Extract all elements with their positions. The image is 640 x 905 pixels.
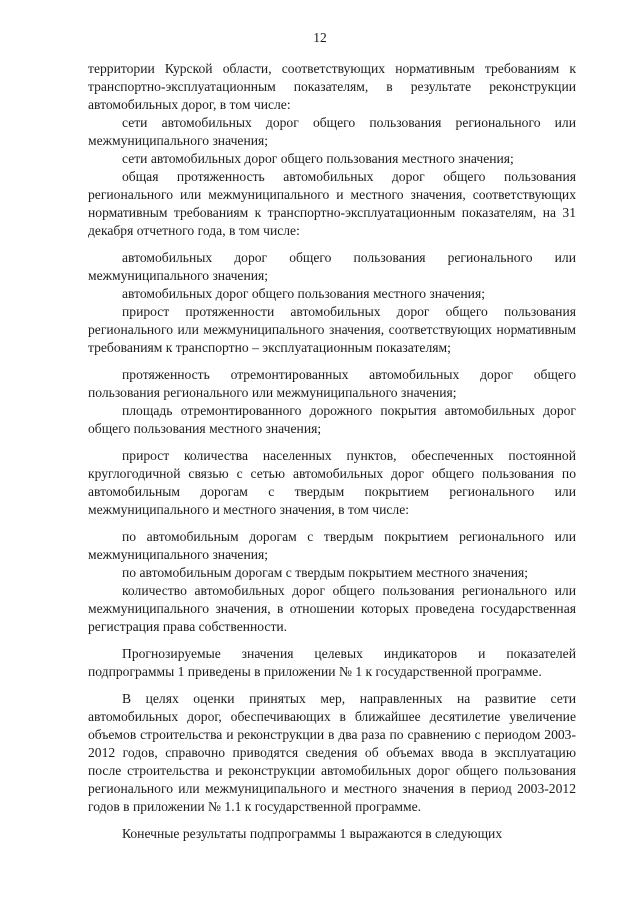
- paragraph: автомобильных дорог общего пользования регионального или межмуниципального значения;: [88, 250, 576, 283]
- paragraph: В целях оценки принятых мер, направленных на развитие сети автомобильных дорог, обеспечивающих в ближайшее десятилетие увеличение объемов строительства и реконструкции в два раза по сравнению с периодом 2003-2012 годов, справочно приводятся сведения об объемах ввода в эксплуатацию после строительства и реконструкции автомобильных дорог общего пользования регионального или межмуниципального и местного значения в период 2003-2012 годов в приложении № 1.1 к государственной программе.: [88, 691, 576, 814]
- paragraph: Конечные результаты подпрограммы 1 выражаются в следующих: [122, 826, 503, 841]
- page-number: 12: [313, 30, 327, 45]
- paragraph-continuation: территории Курской области, соответствующих нормативным требованиям к транспортно-эксплуатационным показателям, в результате реконструкции автомобильных дорог, в том числе:: [88, 61, 576, 112]
- paragraph: протяженность отремонтированных автомобильных дорог общего пользования регионального или межмуниципального значения;: [88, 367, 576, 400]
- paragraph: сети автомобильных дорог общего пользования местного значения;: [122, 151, 514, 166]
- paragraph: общая протяженность автомобильных дорог общего пользования регионального или межмуниципального и местного значения, соответствующих нормативным требованиям к транспортно-эксплуатационным показателям, на 31 декабря отчетного года, в том числе:: [88, 169, 576, 238]
- paragraph: прирост протяженности автомобильных дорог общего пользования регионального или межмуниципального значения, соответствующих нормативным требованиям к транспортно – эксплуатационным показателям;: [88, 304, 576, 355]
- paragraph: сети автомобильных дорог общего пользования регионального или межмуниципального значения;: [88, 115, 576, 148]
- document-text: [88, 60, 576, 843]
- paragraph: площадь отремонтированного дорожного покрытия автомобильных дорог общего пользования местного значения;: [88, 403, 576, 436]
- paragraph: по автомобильным дорогам с твердым покрытием регионального или межмуниципального значения;: [88, 529, 576, 562]
- paragraph: автомобильных дорог общего пользования местного значения;: [122, 286, 485, 301]
- paragraph: прирост количества населенных пунктов, обеспеченных постоянной круглогодичной связью с сетью автомобильных дорог общего пользования по автомобильным дорогам с твердым покрытием регионального или межмуниципального и местного значения, в том числе:: [88, 448, 576, 517]
- paragraph: количество автомобильных дорог общего пользования регионального или межмуниципального значения, в отношении которых проведена государственная регистрация права собственности.: [88, 583, 576, 634]
- paragraph: Прогнозируемые значения целевых индикаторов и показателей подпрограммы 1 приведены в приложении № 1 к государственной программе.: [88, 646, 576, 679]
- paragraph: по автомобильным дорогам с твердым покрытием местного значения;: [122, 565, 529, 580]
